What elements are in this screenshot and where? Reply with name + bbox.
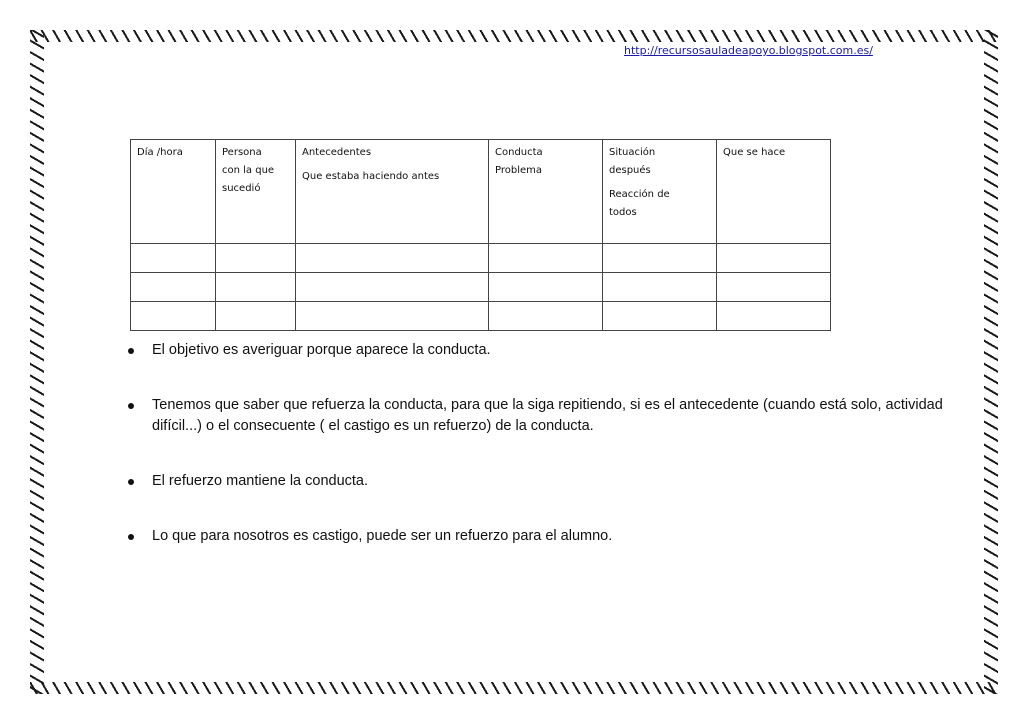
table-cell[interactable] (603, 273, 717, 302)
list-item: El objetivo es averiguar porque aparece la conducta. (124, 340, 954, 361)
list-item: Lo que para nosotros es castigo, puede ser un refuerzo para el alumno. (124, 526, 954, 547)
table-cell[interactable] (603, 302, 717, 331)
table-row (131, 302, 831, 331)
table-cell[interactable] (717, 244, 831, 273)
table-cell[interactable] (216, 302, 296, 331)
table-cell[interactable] (216, 244, 296, 273)
table-cell[interactable] (603, 244, 717, 273)
header-dia-hora: Día /hora (131, 140, 216, 244)
header-conducta: Conducta Problema (489, 140, 603, 244)
table-cell[interactable] (131, 302, 216, 331)
header-situacion: Situación después Reacción de todos (603, 140, 717, 244)
table-row (131, 273, 831, 302)
decorative-border-right (984, 30, 998, 694)
table-cell[interactable] (131, 244, 216, 273)
table-cell[interactable] (717, 273, 831, 302)
bullet-icon (128, 348, 134, 354)
table-cell[interactable] (131, 273, 216, 302)
bullet-icon (128, 479, 134, 485)
table-cell[interactable] (296, 302, 489, 331)
header-persona: Persona con la que sucedió (216, 140, 296, 244)
list-item: El refuerzo mantiene la conducta. (124, 471, 954, 492)
table-cell[interactable] (216, 273, 296, 302)
header-antecedentes: Antecedentes Que estaba haciendo antes (296, 140, 489, 244)
table-cell[interactable] (489, 244, 603, 273)
bullet-icon (128, 534, 134, 540)
list-item: Tenemos que saber que refuerza la conducta, para que la siga repitiendo, si es el antecedente (cuando está solo, actividad difícil...) o el consecuente ( el castigo es un refuerzo) de la conducta. (124, 395, 954, 437)
decorative-border-left (30, 30, 44, 694)
table-header-row (131, 140, 831, 244)
bullet-list (124, 340, 954, 547)
table-cell[interactable] (296, 244, 489, 273)
decorative-border-bottom (30, 682, 998, 694)
bullet-icon (128, 403, 134, 409)
blog-url-link[interactable]: http://recursosauladeapoyo.blogspot.com.es/ (624, 44, 873, 57)
table-cell[interactable] (489, 273, 603, 302)
table-cell[interactable] (717, 302, 831, 331)
decorative-border-top (30, 30, 998, 42)
table-cell[interactable] (296, 273, 489, 302)
header-que-se-hace: Que se hace (717, 140, 831, 244)
table-cell[interactable] (489, 302, 603, 331)
behavior-record-table (130, 139, 831, 331)
table-row (131, 244, 831, 273)
